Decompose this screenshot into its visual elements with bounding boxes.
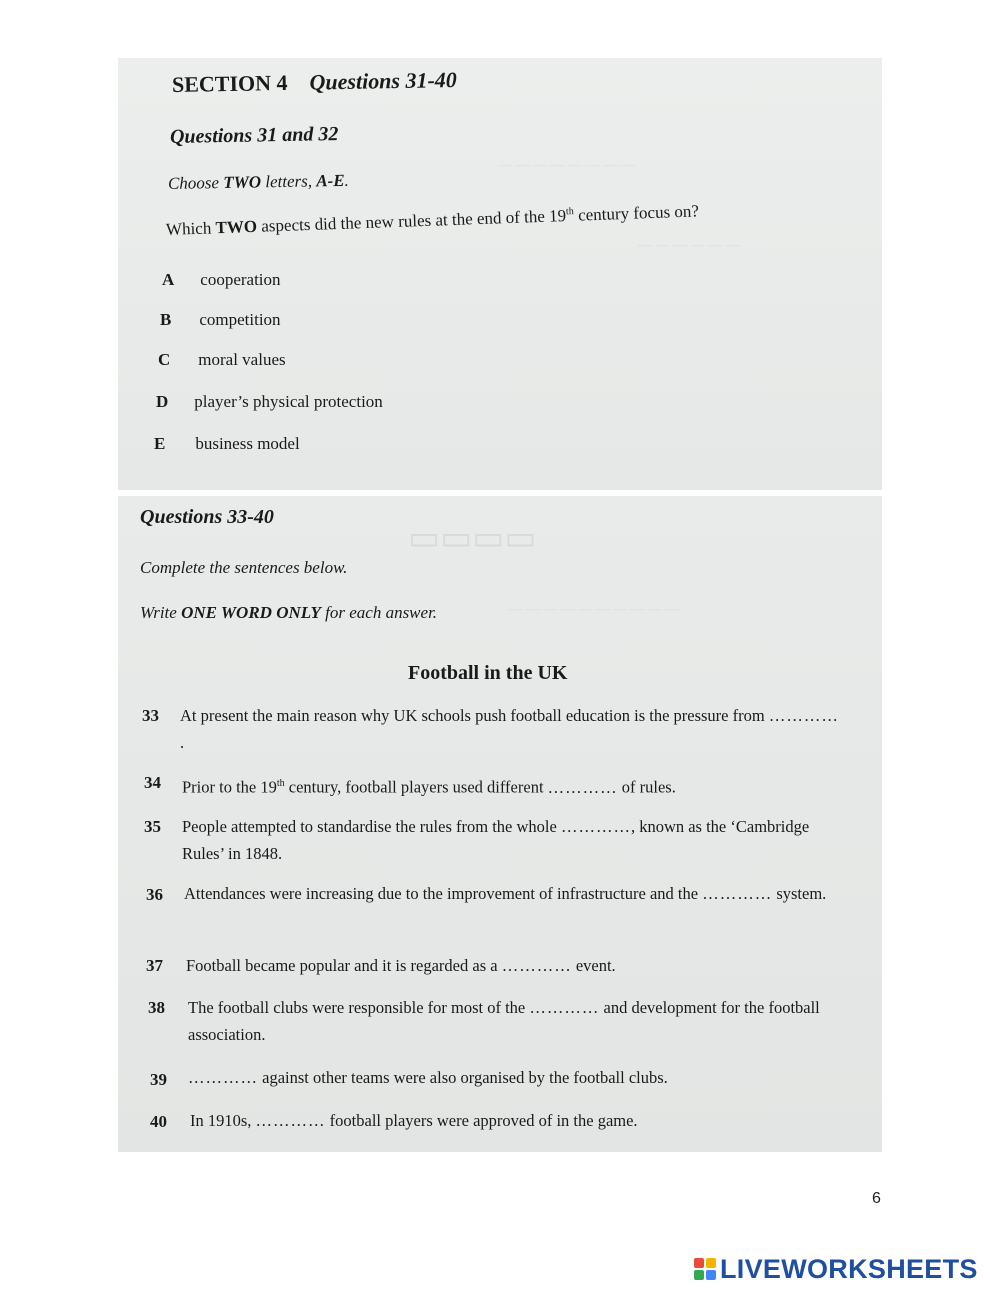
option-letter: B xyxy=(160,310,172,329)
instruction-choose-two: Choose TWO letters, A-E. xyxy=(167,170,350,193)
question-35: People attempted to standardise the rules from the whole …………, known as the ‘Cambridge Rules’ in 1848. xyxy=(182,813,842,867)
question-37: Football became popular and it is regarded as a ………… event. xyxy=(186,952,846,979)
question-number: 33 xyxy=(142,706,159,725)
question-photo-33-40 xyxy=(118,496,882,1152)
option-letter: D xyxy=(156,392,169,411)
question-number: 39 xyxy=(150,1070,167,1089)
answer-blank-37[interactable]: ………… xyxy=(501,956,572,975)
instruction-complete: Complete the sentences below. xyxy=(140,558,348,577)
option-d[interactable] xyxy=(156,392,383,412)
show-through-text: — — — — — — — — — — xyxy=(508,602,680,617)
question-photo-31-32 xyxy=(118,58,882,490)
question-36: Attendances were increasing due to the improvement of infrastructure and the ………… system. xyxy=(184,880,844,907)
answer-blank-38[interactable]: ………… xyxy=(529,998,600,1017)
show-through-text: ▭▭▭▭ xyxy=(408,520,537,557)
answer-blank-33[interactable]: ………… xyxy=(768,706,839,725)
option-text: business model xyxy=(195,434,300,453)
question-38: The football clubs were responsible for most of the ………… and development for the football association. xyxy=(188,994,848,1048)
liveworksheets-logo[interactable] xyxy=(694,1254,978,1284)
section-heading: SECTION 4 Questions 31-40 xyxy=(171,67,458,97)
option-letter: E xyxy=(154,434,166,453)
option-text: moral values xyxy=(198,350,286,369)
question-number: 34 xyxy=(144,773,161,792)
option-letter: C xyxy=(158,350,171,369)
question-34: Prior to the 19th century, football players used different ………… of rules. xyxy=(182,770,842,801)
question-40: In 1910s, ………… football players were approved of in the game. xyxy=(190,1107,850,1134)
answer-blank-36[interactable]: ………… xyxy=(702,884,773,903)
option-text: cooperation xyxy=(200,270,281,289)
option-text: player’s physical protection xyxy=(194,392,383,411)
answer-blank-35[interactable]: ………… xyxy=(560,817,631,836)
document-title: Football in the UK xyxy=(408,662,568,684)
instruction-one-word: Write ONE WORD ONLY for each answer. xyxy=(140,603,438,622)
option-c[interactable] xyxy=(158,350,286,370)
question-stem: Which TWO aspects did the new rules at the end of the 19th century focus on? xyxy=(165,201,700,239)
questions-33-40-heading: Questions 33-40 xyxy=(140,506,274,528)
answer-blank-34[interactable]: ………… xyxy=(547,777,618,797)
question-39: ………… against other teams were also organised by the football clubs. xyxy=(188,1064,848,1091)
option-e[interactable] xyxy=(154,434,300,454)
option-b[interactable] xyxy=(160,310,281,330)
question-number: 40 xyxy=(150,1112,167,1131)
question-number: 35 xyxy=(144,817,161,836)
logo-text: LIVEWORKSHEETS xyxy=(720,1253,978,1284)
answer-blank-39[interactable]: ………… xyxy=(188,1068,258,1087)
option-text: competition xyxy=(199,310,281,329)
question-number: 38 xyxy=(148,998,165,1017)
question-number: 36 xyxy=(146,885,163,904)
questions-31-32-heading: Questions 31 and 32 xyxy=(169,123,339,148)
show-through-text: — — — — — — xyxy=(638,238,740,253)
show-through-text: — — — — — — — — xyxy=(498,158,635,173)
liveworksheets-icon xyxy=(694,1258,716,1280)
question-number: 37 xyxy=(146,956,163,975)
option-letter: A xyxy=(162,270,175,289)
page-number: 6 xyxy=(872,1190,881,1207)
question-33: At present the main reason why UK schools push football education is the pressure from …………. xyxy=(180,702,840,756)
option-a[interactable] xyxy=(162,270,281,290)
answer-blank-40[interactable]: ………… xyxy=(255,1111,326,1130)
